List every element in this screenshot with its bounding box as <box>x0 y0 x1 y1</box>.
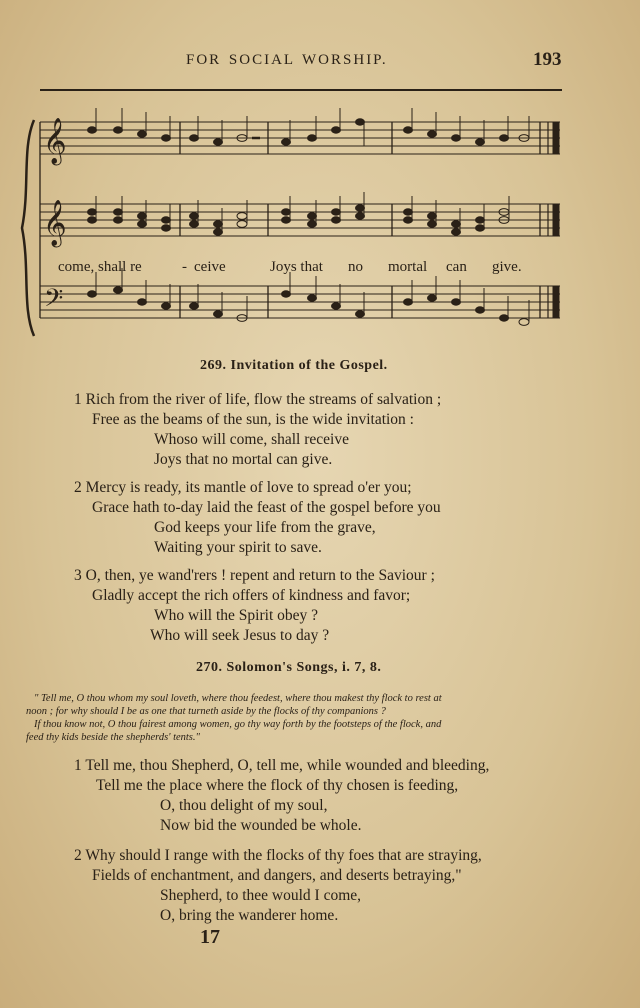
epigraph-line: noon ; for why should I be as one that turneth aside by the flocks of thy companions ? <box>26 706 386 717</box>
header-title: FOR SOCIAL WORSHIP. <box>186 52 388 68</box>
hymn-270-title: 270. Solomon's Songs, i. 7, 8. <box>196 660 382 675</box>
verse-line: Who will the Spirit obey ? <box>154 607 319 624</box>
bass-clef-icon: 𝄢 <box>44 284 64 319</box>
signature-mark: 17 <box>200 926 220 948</box>
verse-line: Fields of enchantment, and dangers, and deserts betraying," <box>92 867 462 884</box>
verse-line: O, bring the wanderer home. <box>160 907 339 924</box>
treble-clef-icon: 𝄞 <box>43 200 67 246</box>
hymn-269-title: 269. Invitation of the Gospel. <box>200 358 388 373</box>
lyric-syllable: come, shall re <box>58 259 142 275</box>
verse-line: Grace hath to-day laid the feast of the gospel before you <box>92 499 441 516</box>
music-score <box>20 108 580 348</box>
verse-line: Who will seek Jesus to day ? <box>150 627 330 644</box>
lyric-syllable: can <box>446 259 467 275</box>
epigraph-line: feed thy kids beside the shepherds' tents." <box>26 732 200 743</box>
lyric-syllable: give. <box>492 259 522 275</box>
verse-line: 3 O, then, ye wand'rers ! repent and return to the Saviour ; <box>74 567 435 584</box>
running-header <box>0 50 640 74</box>
page-number: 193 <box>533 49 562 70</box>
treble-clef-icon: 𝄞 <box>43 118 67 164</box>
notes-staff-2 <box>88 192 510 235</box>
epigraph-line: If thou know not, O thou fairest among women, go thy way forth by the footsteps of the flock, and <box>34 719 442 730</box>
verse-line: Joys that no mortal can give. <box>154 451 333 468</box>
verse-line: 1 Rich from the river of life, flow the streams of salvation ; <box>74 391 442 408</box>
lyric-syllable: - <box>182 259 187 275</box>
verse-line: Whoso will come, shall receive <box>154 431 349 448</box>
verse-line: 1 Tell me, thou Shepherd, O, tell me, while wounded and bleeding, <box>74 757 490 774</box>
notes-staff-1 <box>88 108 530 146</box>
verse-line: Now bid the wounded be whole. <box>160 817 362 834</box>
music-lyrics <box>58 259 538 281</box>
lyric-syllable: mortal <box>388 259 428 275</box>
lyric-syllable: ceive <box>194 259 226 275</box>
verse-line: O, thou delight of my soul, <box>160 797 328 814</box>
verse-line: Waiting your spirit to save. <box>154 539 322 556</box>
verse-line: Free as the beams of the sun, is the wide invitation : <box>92 411 414 428</box>
verse-line: 2 Why should I range with the flocks of thy foes that are straying, <box>74 847 482 864</box>
verse-line: Shepherd, to thee would I come, <box>160 887 362 904</box>
verse-line: 2 Mercy is ready, its mantle of love to spread o'er you; <box>74 479 412 496</box>
verse-line: Tell me the place where the flock of thy chosen is feeding, <box>96 777 459 794</box>
lyric-syllable: no <box>348 259 363 275</box>
verse-line: God keeps your life from the grave, <box>154 519 376 536</box>
epigraph-line: " Tell me, O thou whom my soul loveth, where thou feedest, where thou makest thy flock to rest at <box>34 693 442 704</box>
lyric-syllable: Joys that <box>270 259 323 275</box>
verse-line: Gladly accept the rich offers of kindness and favor; <box>92 587 411 604</box>
header-rule <box>40 89 562 91</box>
